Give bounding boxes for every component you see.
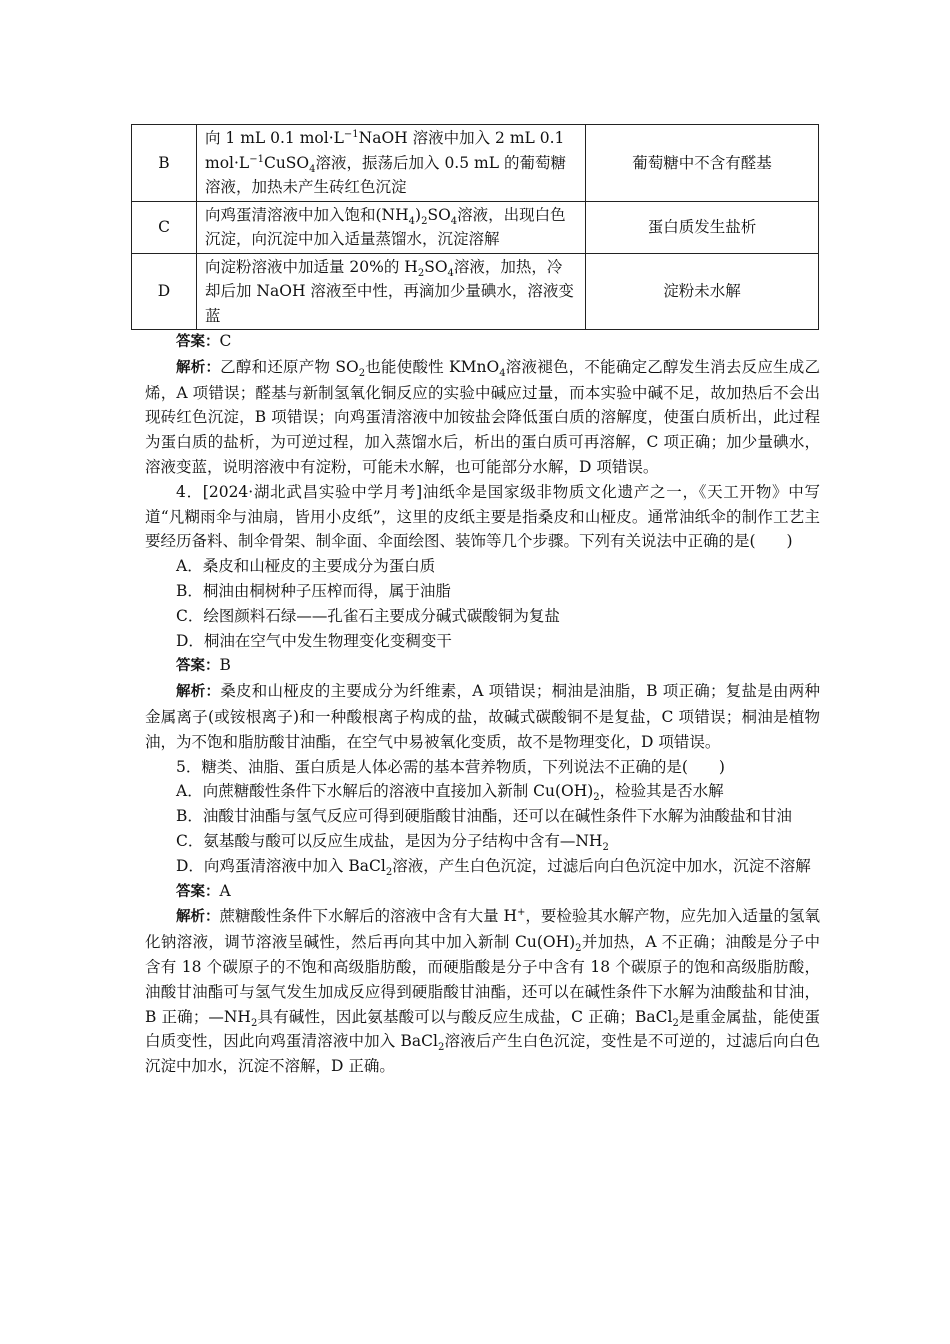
operation-cell: 向 1 mL 0.1 $mol\cdot L^{-1}NaOH$ 溶液中加入 2 mL 0.1 $mol\cdot L^{-1}CuSO_4$溶液，振荡后加入 0.5 mL 的葡萄糖溶液，加热未产生砖红色沉淀	[197, 125, 586, 202]
q4-analysis: 解析：桑皮和山桠皮的主要成分为纤维素，A 项错误；桐油是油脂，B 项正确；复盐是由两种金属离子(或铵根离子)和一种酸根离子构成的盐，故碱式碳酸铜不是复盐，C 项错误；桐油是植物油，为不饱和脂肪酸甘油酯，在空气中易被氧化变质，故不是物理变化，D 项错误。	[145, 682, 820, 751]
conclusion-cell: 淀粉未水解	[586, 253, 819, 330]
table-row-d	[132, 253, 819, 330]
q4-option-a: A．桑皮和山桠皮的主要成分为蛋白质	[176, 557, 436, 576]
conclusion-cell: 蛋白质发生盐析	[586, 201, 819, 253]
conclusion-cell: 葡萄糖中不含有醛基	[586, 125, 819, 202]
document-body	[145, 329, 820, 1079]
option-cell: B	[132, 125, 197, 202]
q5-option-a: A．向蔗糖酸性条件下水解后的溶液中直接加入新制 $Cu(OH)_2$，检验其是否水解	[176, 782, 724, 804]
q3-answer: 答案：C	[176, 332, 232, 350]
q4-option-c: C．绘图颜料石绿——孔雀石主要成分碱式碳酸铜为复盐	[176, 606, 560, 625]
experiment-table	[131, 124, 819, 330]
operation-cell: 向淀粉溶液中加适量 20%的 $H_2SO_4$溶液，加热，冷却后加 NaOH 溶液至中性，再滴加少量碘水，溶液变蓝	[197, 253, 586, 330]
operation-cell: 向鸡蛋清溶液中加入饱和$(NH_4)_2SO_4$溶液，出现白色沉淀，向沉淀中加入适量蒸馏水，沉淀溶解	[197, 201, 586, 253]
q5-option-c: C．氨基酸与酸可以反应生成盐，是因为分子结构中含有$—NH_2$	[176, 831, 609, 854]
q4-option-b: B．桐油由桐树种子压榨而得，属于油脂	[176, 581, 451, 600]
q4-stem: 4．[2024·湖北武昌实验中学月考]油纸伞是国家级非物质文化遗产之一，《天工开物》中写道“凡糊雨伞与油扇，皆用小皮纸”，这里的皮纸主要是指桑皮和山桠皮。通常油纸伞的制作工艺主要经历备料、制伞骨架、制伞面、伞面绘图、装饰等几个步骤。下列有关说法中正确的是( )	[145, 482, 820, 551]
option-cell: D	[132, 253, 197, 330]
q5-analysis: 解析：蔗糖酸性条件下水解后的溶液中含有大量 H+，要检验其水解产物，应先加入适量的氢氧化钠溶液，调节溶液呈碱性，然后再向其中加入新制 $Cu(OH)_2$并加热，A 不正确；油酸是分子中含有 18 个碳原子的不饱和高级脂肪酸，而硬脂酸是分子中含有 18 个碳原子的饱和高级脂肪酸，油酸甘油酯可与氢气发生加成反应得到硬脂酸甘油酯，还可以在碱性条件下水解为油酸盐和甘油，B 正确；$—NH_2$具有碱性，因此氨基酸可以与酸反应生成盐，C 正确；BaCl$_2$是重金属盐，能使蛋白质变性，因此向鸡蛋清溶液中加入 BaCl$_2$溶液后产生白色沉淀，变性是不可逆的，过滤后向白色沉淀中加水，沉淀不溶解，D 正确。	[145, 907, 821, 1076]
q4-option-d: D．桐油在空气中发生物理变化变稠变干	[176, 631, 452, 650]
q5-option-b: B．油酸甘油酯与氢气反应可得到硬脂酸甘油酯，还可以在碱性条件下水解为油酸盐和甘油	[176, 807, 792, 826]
q5-stem: 5．糖类、油脂、蛋白质是人体必需的基本营养物质，下列说法不正确的是( )	[176, 757, 725, 776]
q5-option-d: D．向鸡蛋清溶液中加入 BaCl$_2$溶液，产生白色沉淀，过滤后向白色沉淀中加水，沉淀不溶解	[176, 856, 811, 878]
q4-answer: 答案：B	[176, 656, 231, 675]
table-row-c	[132, 201, 819, 253]
option-cell: C	[132, 201, 197, 253]
table-row-b	[132, 125, 819, 202]
q5-answer: 答案：A	[176, 881, 231, 900]
q3-analysis: 解析：乙醇和还原产物 $SO_2$也能使酸性 KMnO$_4$溶液褪色，不能确定乙醇发生消去反应生成乙烯，A 项错误；醛基与新制氢氧化铜反应的实验中碱应过量，而本实验中碱不足，故加热后不会出现砖红色沉淀，B 项错误；向鸡蛋清溶液中加铵盐会降低蛋白质的溶解度，使蛋白质析出，此过程为蛋白质的盐析，为可逆过程，加入蒸馏水后，析出的蛋白质可再溶解，C 项正确；加少量碘水，溶液变蓝，说明溶液中有淀粉，可能未水解，也可能部分水解，D 项错误。	[145, 357, 820, 476]
